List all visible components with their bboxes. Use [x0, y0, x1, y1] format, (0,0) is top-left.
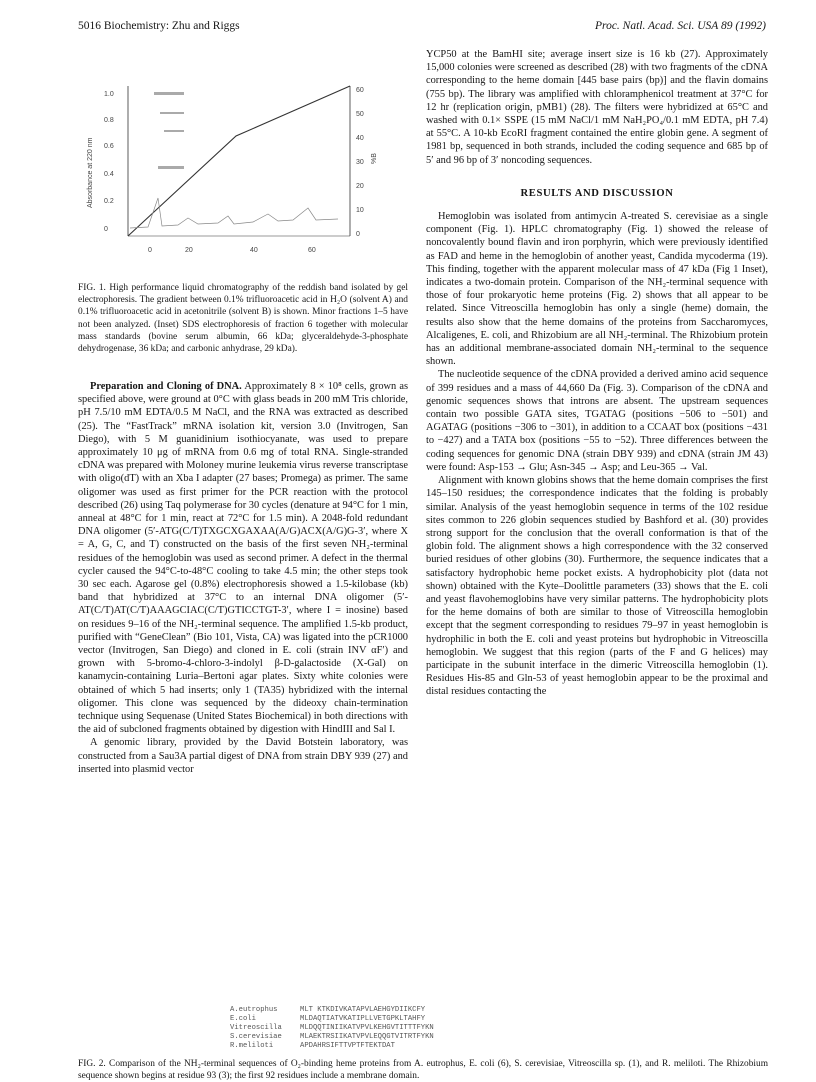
figure-1-caption: FIG. 1. High performance liquid chromatography of the reddish band isolated by gel electrophoresis. The gradient between 0.1% trifluoroacetic acid in H₂O (solvent A) and 0.1% trifluoroacetic acid in acetonitrile (solvent B) is shown. Minor fractions 1–5 have not been analyzed. (Inset) SDS electrophoresis of fraction 6 together with molecular mass standards (bovine serum albumin, 66 kDa; glyceraldehyde-3-phosphate dehydrogenase, 36 kDa; and carbonic anhydrase, 29 kDa).: [78, 283, 408, 355]
section-title: RESULTS AND DISCUSSION: [520, 187, 674, 199]
left-tick: 0.2: [104, 198, 114, 205]
continued-paragraph: YCP50 at the BamHI site; average insert size is 16 kb (27). Approximately 15,000 colonies were screened as described (28) with two fragments of the cDNA corresponding to the heme domain [445 base pairs (bp)] and the flavin domains (755 bp). The library was amplified with chloramphenicol treatment at 37°C for 12 hr (replication origin, pMB1) (28). The filters were hybridized at 65°C and washed with 0.1× SSPE (15 mM NaCl/1 mM NaH₂PO₄/0.1 mM EDTA, pH 7.4) at 55°C. A 10-kb EcoRI fragment contained the entire globin gene. A segment of 1981 bp, sequenced in both strands, included the coding sequence and 685 bp of 5′ and 96 bp of 3′ noncoding sequences.: [426, 49, 768, 166]
alignment-row: R.meliloti APDAHRSIFTTVPTFTEKTDAT: [230, 1042, 395, 1050]
right-tick: 50: [356, 111, 364, 118]
inset-sds-gel: [154, 92, 184, 169]
right-column: [426, 48, 768, 699]
figure-1-caption-block: [78, 282, 408, 355]
left-tick: 0.4: [104, 171, 114, 178]
alignment-row: S.cerevisiae MLAEKTRSIIKATVPVLEQQGTVITRTFYKN: [230, 1033, 434, 1041]
figure-2-caption: FIG. 2. Comparison of the NH₂-terminal sequences of O₂-binding heme proteins from A. eutrophus, E. coli (6), S. cerevisiae, Vitreoscilla sp. (1), and R. meliloti. The Rhizobium sequence shown begins at residue 93 (3); the first 92 residues include a membrane domain.: [78, 1059, 768, 1082]
alignment-row: Vitreoscilla MLDQQTINIIKATVPVLKEHGVTITTTFYKN: [230, 1024, 434, 1032]
x-tick: 0: [148, 247, 152, 254]
right-tick: 20: [356, 183, 364, 190]
right-tick: 30: [356, 159, 364, 166]
left-tick: 0.6: [104, 143, 114, 150]
y-axis-label-left: Absorbance at 220 nm: [87, 137, 94, 208]
right-tick: 60: [356, 87, 364, 94]
x-tick: 20: [185, 247, 193, 254]
running-header-right: Proc. Natl. Acad. Sci. USA 89 (1992): [595, 20, 766, 32]
y-axis-label-right: %B: [371, 153, 378, 164]
right-tick: 10: [356, 207, 364, 214]
left-tick: 0: [104, 226, 108, 233]
right-tick: 40: [356, 135, 364, 142]
results-paragraph-1: Hemoglobin was isolated from antimycin A-treated S. cerevisiae as a single component (Fig. 1). HPLC chromatography (Fig. 1) showed the release of noncovalently bound flavin and iron porphyrin, which were previously identified as FAD and heme in the hemoglobin of another yeast, Candida mycoderma (19). This finding, together with the apparent molecular mass of 47 kDa (Fig 1 Inset), indicates a two-domain protein. Comparison of the NH₂-terminal sequence with those of four prokaryotic heme proteins (Fig. 2) shows that all appear to be related. Since Vitreoscilla hemoglobin has only a single (heme) domain, the results also show that the heme domains of the proteins from Saccharomyces, Alcaligenes, E. coli, and Rhizobium are all NH₂-terminal. The Rhizobium protein has an additional membrane-associated domain NH₂-terminal to the sequence shown.: [426, 211, 768, 368]
figure-2-alignment: [230, 1006, 790, 1051]
x-tick: 60: [308, 247, 316, 254]
results-paragraph-3: Alignment with known globins shows that the heme domain comprises the first 145–150 residues; the correspondence indicates that the folding is probably similar. Analysis of the yeast hemoglobin sequence in terms of the 102 residue sites common to 226 globin sequences studied by Bashford et al. (30) provides strong support for the conclusion that the overall conformation is that of the globin fold. The alignment shows a high correspondence with the 32 conserved buried residues of other globins (30). Furthermore, the sequence indicates that a satisfactory hydrophobic heme pocket exists. A hydrophobicity plot (data not shown) obtained with the Kyte–Doolittle parameters (33) shows that the E. coli and yeast flavohemoglobins have very similar patterns. The hydrophobicity plots for the heme domains of both are similar to those of Vitreoscilla hemoglobin except that the segment corresponding to residues 79–97 in yeast hemoglobin is hydrophilic in both the E. coli and yeast proteins but hydrophobic in Vitreoscilla hemoglobin. We suggest that this region (parts of the F and G helices) may participate in the subunit interface in the dimeric Vitreoscilla hemoglobin (1). Residues His-85 and Gln-53 of yeast hemoglobin appear to be the proximal and distal residues contacting the: [426, 475, 768, 698]
alignment-row: E.coli MLDAQTIATVKATIPLLVETGPKLTAHFY: [230, 1015, 426, 1023]
right-tick: 0: [356, 231, 360, 238]
alignment-row: A.eutrophus MLT KTKDIVKATAPVLAEHGYDIIKCFY: [230, 1006, 426, 1014]
running-header-left: 5016 Biochemistry: Zhu and Riggs: [78, 20, 240, 32]
prep-heading: Preparation and Cloning of DNA.: [90, 381, 242, 392]
prep-text: Approximately 8 × 10⁸ cells, grown as specified above, were ground at 0°C with glass beads in 200 mM Tris chloride, pH 7.5/10 mM EDTA/0.5 M NaCl, and the RNA was extracted as described (25). The “FastTrack” mRNA isolation kit, version 3.0 (Invitrogen, San Diego), with 5 M guanidinium isothiocyanate, was used to prepare approximately 10 μg of mRNA from 0.6 mg of total RNA. Single-stranded cDNA was prepared with Moloney murine leukemia virus reverse transcriptase with oligo(dT) with an Xba I adapter (27 bases; Promega) as primer. The same oligomer was used as first primer for the PCR reaction with the protocol described (26) using Taq polymerase for 30 cycles (denature at 94°C for 1 min, anneal at 48°C for 1 min, react at 72°C for 1.5 min). A 2048-fold redundant DNA oligomer (5′-ATG(C/T)TXGCXGAXAA(A/G)ACX(A/G)G-3′, where X = A, G, C, and T) constructed on the basis of the first seven NH₂-terminal residues of the hemoglobin was used as second primer. A defect in the thermal cycler caused the 94°C-to-48°C cooling to take 4.5 min; the other steps took 30 sec each. Agarose gel (0.8%) electrophoresis showed a 1.5-kilobase (kb) band that hybridized at 37°C to an internal DNA oligomer (5′-AT(C/T)AT(C/T)AAAGCIAC(C/T)GTICCTGT-3′, where I = inosine) based on residues 9–16 of the NH₂-terminal sequence. The amplified 1.5-kb product, purified with “GeneClean” (Bio 101, Vista, CA) was ligated into the pCR1000 vector (Invitrogen, San Diego) and cloned in E. coli (strain INV αF′) and grown with 5-bromo-4-chloro-3-indolyl β-D-galactoside (X-Gal) on kanamycin-containing Luria–Bertoni agar plates. Sixty white colonies were obtained of which 5 had inserts; only 1 (TA35) hybridized with the internal oligomer. This clone was sequenced by the dideoxy chain-termination technique using Sequenase (United States Biochemical) in both directions with the aid of subcloned fragments obtained by digestion with HindIII and Sal I.: [78, 381, 409, 736]
left-tick: 0.8: [104, 117, 114, 124]
left-tick: 1.0: [104, 91, 114, 98]
figure-2-caption-block: [78, 1058, 768, 1082]
left-column: [78, 380, 408, 776]
absorbance-trace: [130, 198, 338, 228]
figure-1-chromatogram: [78, 78, 398, 274]
prep-paragraph: [78, 380, 408, 736]
x-tick: 40: [250, 247, 258, 254]
gradient-line: [128, 86, 350, 236]
results-paragraph-2: The nucleotide sequence of the cDNA provided a derived amino acid sequence of 399 residues and a mass of 44,660 Da (Fig. 3). Comparison of the cDNA and genomic sequences shows that introns are absent. The upstream sequences contain two possible GATA sites, TGATAG (positions −506 to −501) and AGATAG (positions −306 to −301), in addition to a CCAAT box (positions −431 to −427) and a TATA box (positions −55 to −52). Three differences between the coding sequences for genomic DNA (strain DBY 939) and cDNA (strain JM 43) were found: Asp-153 → Glu; Asn-345 → Asp; and Leu-365 → Val.: [426, 369, 768, 473]
genomic-paragraph: A genomic library, provided by the David Botstein laboratory, was constructed from a Sau3A partial digest of DNA from strain DBY 939 (27) and inserted into plasmid vector: [78, 737, 408, 775]
